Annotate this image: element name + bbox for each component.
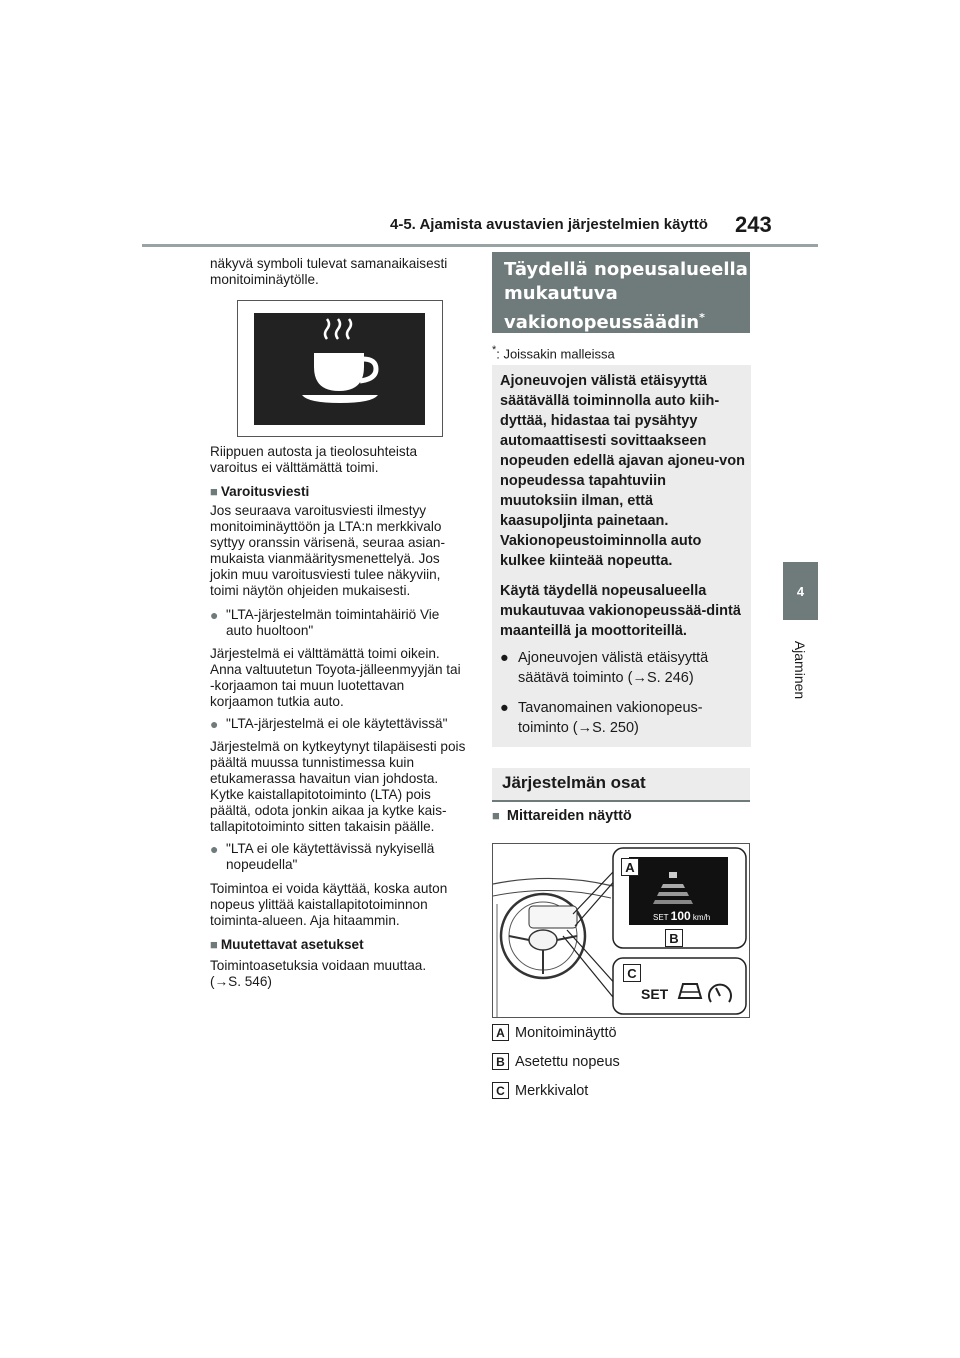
square-bullet-icon: ■ (492, 808, 500, 823)
legend-item-b (492, 1053, 620, 1070)
dashboard-figure (492, 843, 750, 1018)
components-heading: Järjestelmän osat (502, 773, 646, 792)
bullet-dot-icon: ● (500, 700, 509, 716)
warning-heading-label: Varoitusviesti (220, 484, 310, 499)
page-number: 243 (735, 212, 772, 237)
summary-paragraph-2: Käytä täydellä nopeusalueella mukautuvaa vakionopeussää-dintä maanteillä ja moottoriteillä. (500, 583, 741, 639)
warning-message-3-body: Toimintoa ei voida käyttää, koska auton nopeus ylittää kaistallapitotoiminnon toiminta-alueen. Aja hitaammin. (210, 881, 448, 928)
callout-a-label: A (621, 858, 639, 876)
intro-text: näkyvä symboli tulevat samanaikaisesti monitoiminäytölle. (210, 256, 448, 287)
legend-text-b: Asetettu nopeus (515, 1053, 620, 1070)
chapter-label (770, 640, 830, 710)
legend-item-a (492, 1024, 617, 1041)
warning-heading (210, 484, 468, 500)
header-divider (142, 244, 818, 247)
warning-message-3-text: "LTA ei ole käytettävissä nykyisellä nopeudella" (226, 841, 435, 872)
callout-b-label: B (665, 929, 683, 947)
settings-heading (210, 937, 468, 953)
settings-heading-label: Muutettavat asetukset (220, 937, 364, 952)
summary-bullet-2-text[interactable]: Tavanomainen vakionopeus-toiminto (→S. 250) (518, 700, 703, 736)
footnote (492, 344, 615, 361)
summary-bullet-1 (500, 648, 746, 688)
components-heading-box (492, 768, 750, 802)
summary-text (500, 371, 746, 651)
footnote-marker: * (699, 311, 705, 324)
coffee-cup-icon (254, 313, 425, 425)
warning-message-3 (210, 841, 468, 873)
set-speed-value: 100 (670, 909, 691, 923)
circle-bullet-icon: ● (210, 841, 219, 857)
set-speed-readout (653, 909, 710, 923)
callout-c-label: C (623, 964, 641, 982)
chapter-label-text: Ajaminen (792, 640, 808, 700)
legend-text-a: Monitoiminäyttö (515, 1024, 617, 1041)
settings-body (210, 958, 468, 990)
legend-letter-c: C (492, 1082, 509, 1099)
meters-heading (492, 808, 632, 824)
chapter-tab: 4 (783, 562, 818, 620)
settings-page-ref[interactable]: (→S. 546) (210, 974, 272, 989)
warning-message-2-text: "LTA-järjestelmä ei ole käytettävissä" (226, 716, 448, 731)
legend-item-c (492, 1082, 588, 1099)
summary-bullets (500, 648, 746, 748)
square-bullet-icon: ■ (210, 937, 218, 952)
section-title-text (504, 258, 748, 335)
legend-text-c: Merkkivalot (515, 1082, 589, 1099)
warning-message-2-body: Järjestelmä on kytkeytynyt tilapäisesti pois päältä muussa tunnistimessa kuin etukamerassa havaitun vian johdosta. Kytke kaistallapitotoiminto (LTA) pois päältä, odota jonkin aikaa ja kytke kais-tallapitotoiminto sitten takaisin päälle. (210, 739, 466, 834)
warning-message-1-text: "LTA-järjestelmän toimintahäiriö Vie auto huoltoon" (226, 607, 440, 638)
summary-paragraph-1: Ajoneuvojen välistä etäisyyttä säätävällä toiminnolla auto kiih-dyttää, hidastaa tai pysähtyy automaattisesti sovittaakseen nopeuden edellä ajavan ajoneu-von nopeudessa tapahtuviin muutoksiin ilman, että kaasupoljinta painetaan. Vakionopeustoiminnolla auto kulkee kiinteää nopeutta. (500, 373, 745, 569)
warning-message-1-body: Järjestelmä ei välttämättä toimi oikein. Anna valtuutetun Toyota-jälleenmyyjän tai -korjaamon tai muun luotettavan korjaamon tutkia auto. (210, 646, 461, 709)
warning-body: Jos seuraava varoitusviesti ilmestyy monitoiminäyttöön ja LTA:n merkkivalo syttyy oranssin värisenä, seuraa asian-mukaista vianmääritysmenettelyä. Jos jokin muu varoitusviesti tulee näkyviin, toimi näytön ohjeiden mukaisesti. (210, 503, 445, 598)
footnote-asterisk: * (492, 344, 497, 356)
after-figure-text: Riippuen autosta ja tieolosuhteista varoitus ei välttämättä toimi. (210, 444, 418, 475)
circle-bullet-icon: ● (210, 716, 219, 732)
title-line-3: vakionopeussäädin (504, 312, 700, 333)
title-line-2: mukautuva (504, 283, 618, 304)
warning-message-2 (210, 716, 468, 732)
legend-letter-a: A (492, 1024, 509, 1041)
set-indicator-label: SET (641, 986, 669, 1002)
legend-letter-b: B (492, 1053, 509, 1070)
meters-heading-label: Mittareiden näyttö (506, 808, 632, 824)
square-bullet-icon: ■ (210, 484, 218, 499)
section-title: 4-5. Ajamista avustavien järjestelmien käyttö (390, 216, 708, 233)
set-speed-prefix: SET (653, 913, 669, 922)
circle-bullet-icon: ● (210, 607, 219, 623)
summary-bullet-1-text[interactable]: Ajoneuvojen välistä etäisyyttä säätävä toiminto (→S. 246) (518, 650, 709, 686)
footnote-text: : Joissakin malleissa (496, 346, 615, 362)
title-line-1: Täydellä nopeusalueella (504, 259, 748, 280)
bullet-dot-icon: ● (500, 650, 509, 666)
summary-bullet-2 (500, 698, 746, 738)
section-title-box (492, 252, 750, 333)
set-speed-unit: km/h (692, 913, 711, 922)
settings-body-text: Toimintoasetuksia voidaan muuttaa. (210, 958, 427, 973)
warning-message-1 (210, 607, 468, 639)
